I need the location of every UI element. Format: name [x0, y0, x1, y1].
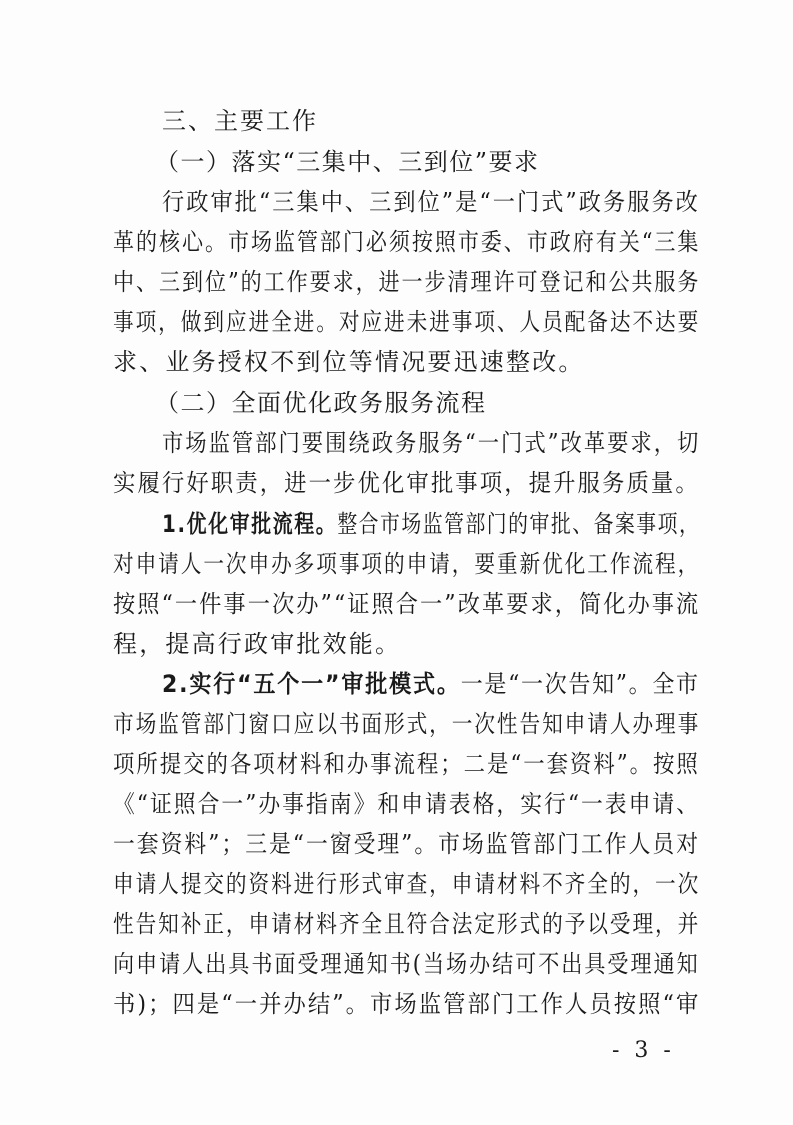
paragraph-line: 按照“一件事一次办”“证照合一”改革要求，简化办事流 — [113, 590, 701, 618]
paragraph-line: 性告知补正，申请材料齐全且符合法定形式的予以受理，并 — [113, 910, 701, 938]
paragraph-line: 中、三到位”的工作要求，进一步清理许可登记和公共服务 — [113, 268, 701, 296]
paragraph-line: 一套资料”；三是“一窗受理”。市场监管部门工作人员对 — [113, 830, 701, 858]
item-2-heading: 2.实行“五个一”审批模式。 — [162, 670, 461, 698]
item-1-heading: 1.优化审批流程。 — [162, 510, 338, 538]
paragraph-line: 求、业务授权不到位等情况要迅速整改。 — [113, 348, 585, 376]
paragraph-line: 市场监管部门窗口应以书面形式，一次性告知申请人办理事 — [113, 710, 701, 738]
item-1-text: 整合市场监管部门的审批、备案事项， — [337, 510, 701, 538]
subsection-2-title: （二）全面优化政务服务流程 — [155, 389, 487, 417]
item-2-first-line — [162, 668, 700, 700]
page-number: - 3 - — [612, 1038, 675, 1063]
item-2-text: 一是“一次告知”。全市 — [460, 670, 700, 698]
paragraph-line: 申请人提交的资料进行形式审查，申请材料不齐全的，一次 — [113, 870, 701, 898]
paragraph-line: 行政审批“三集中、三到位”是“一门式”政务服务改 — [162, 188, 700, 216]
paragraph-line: 向申请人出具书面受理通知书(当场办结可不出具受理通知 — [113, 950, 700, 978]
paragraph-line: 实履行好职责，进一步优化审批事项，提升服务质量。 — [113, 469, 700, 497]
paragraph-line: 事项，做到应进全进。对应进未进事项、人员配备达不达要 — [113, 308, 701, 336]
paragraph-line: 程，提高行政审批效能。 — [113, 630, 402, 658]
section-title: 三、主要工作 — [162, 107, 318, 135]
paragraph-line: 《“证照合一”办事指南》和申请表格，实行“一表申请、 — [113, 790, 701, 818]
paragraph-line: 项所提交的各项材料和办事流程；二是“一套资料”。按照 — [113, 750, 700, 778]
paragraph-line: 对申请人一次申办多项事项的申请，要重新优化工作流程， — [113, 550, 701, 578]
paragraph-line: 书)；四是“一并办结”。市场监管部门工作人员按照“审 — [113, 990, 701, 1018]
item-1-first-line — [162, 508, 700, 540]
paragraph-line: 市场监管部门要围绕政务服务“一门式”改革要求，切 — [162, 429, 701, 457]
paragraph-line: 革的核心。市场监管部门必须按照市委、市政府有关“三集 — [113, 228, 701, 256]
subsection-1-title: （一）落实“三集中、三到位”要求 — [155, 148, 540, 176]
